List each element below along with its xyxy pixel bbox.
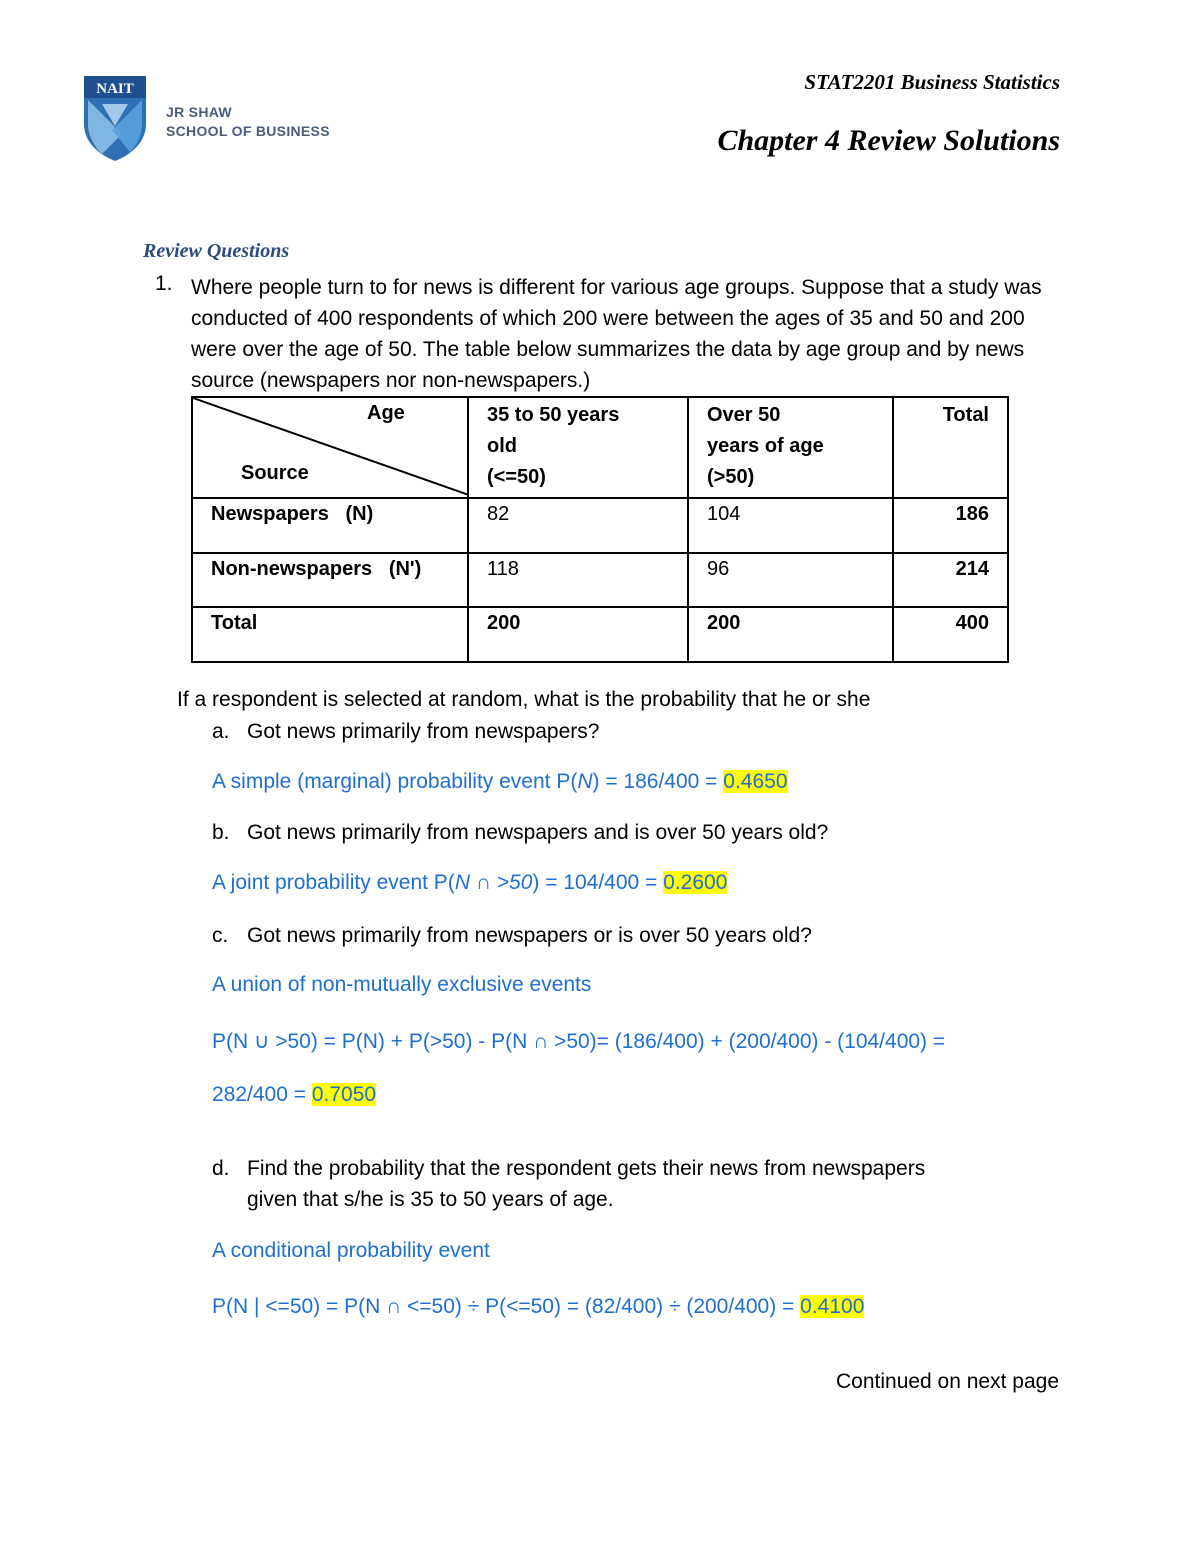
header-col2-line1: Over 50 [707,404,781,426]
header-col2 [688,397,893,498]
contingency-table [191,396,1009,663]
corner-cell [192,397,468,498]
section-title: Review Questions [143,240,290,262]
part-b-answer-mid: ) = 104/400 = [532,871,664,894]
header-total: Total [893,397,1008,498]
prompt-text: If a respondent is selected at random, what is the probability that he or she [177,688,871,711]
svg-text:NAIT: NAIT [96,81,134,97]
part-c-answer-line3-pre: 282/400 = [212,1083,312,1106]
course-title: STAT2201 Business Statistics [804,70,1060,94]
part-d-answer-line2-text: P(N | <=50) = P(N ∩ <=50) ÷ P(<=50) = (82/400) ÷ (200/400) = [212,1295,801,1318]
part-a-letter: a. [212,720,230,743]
part-b-letter: b. [212,821,230,844]
part-a-answer-var: N [577,770,593,793]
part-b-answer [212,871,727,895]
part-b-result: 0.2600 [663,871,728,894]
corner-age-label: Age [367,402,405,424]
part-c-letter: c. [212,924,229,947]
part-a-question: Got news primarily from newspapers? [247,720,600,743]
table-row [192,553,1008,607]
row-label: Newspapers (N) [192,498,468,553]
part-d-answer-line1: A conditional probability event [212,1239,490,1262]
school-name [166,103,330,141]
row-total: 400 [893,607,1008,662]
question-text: Where people turn to for news is different for various age groups. Suppose that a study was conducted of 400 respondents of which 200 were between the ages of 35 and 50 and 200 were over the age of 50. The table below summarizes the data by age group and by news source (newspapers nor non-newspapers.) [191,276,1042,392]
row-label: Total [192,607,468,662]
shield-icon [82,74,148,162]
part-c-question: Got news primarily from newspapers or is over 50 years old? [247,924,812,947]
part-d-result: 0.4100 [800,1295,865,1318]
table-cell: 104 [688,498,893,553]
part-b-answer-pre: A joint probability event P( [212,871,455,894]
table-cell: 118 [468,553,688,607]
header-col2-line2: years of age [707,435,824,457]
part-d-question-line2: given that s/he is 35 to 50 years of age. [247,1188,614,1211]
chapter-title: Chapter 4 Review Solutions [717,124,1060,157]
part-c-result: 0.7050 [311,1083,377,1106]
header-col1-line3: (<=50) [487,466,546,488]
table-cell: 82 [468,498,688,553]
header-col2-line3: (>50) [707,466,755,488]
part-c-answer-line3 [212,1083,376,1107]
part-b-answer-var2: >50 [496,871,533,894]
school-name-line2: SCHOOL OF BUSINESS [166,123,330,139]
table-row [192,498,1008,553]
part-d-letter: d. [212,1157,230,1180]
school-name-line1: JR SHAW [166,104,232,120]
table-cell: 200 [468,607,688,662]
header-col1-line1: 35 to 50 years [487,404,620,426]
row-label: Non-newspapers (N') [192,553,468,607]
table-row [192,607,1008,662]
table-cell: 200 [688,607,893,662]
corner-source-label: Source [241,462,309,484]
header-col1-line2: old [487,435,517,457]
part-b-answer-var: N [454,871,470,894]
part-b-question: Got news primarily from newspapers and is over 50 years old? [247,821,829,844]
part-a-result: 0.4650 [723,770,788,793]
part-a-answer-mid: ) = 186/400 = [592,770,724,793]
row-total: 186 [893,498,1008,553]
part-d-question-line1: Find the probability that the respondent gets their news from newspapers [247,1157,926,1180]
part-a-answer [212,770,788,794]
part-d-answer-line2 [212,1295,864,1319]
diagonal-line [193,398,469,495]
part-a-answer-pre: A simple (marginal) probability event P( [212,770,578,793]
part-b-answer-op: ∩ [469,871,497,894]
nait-logo [82,74,148,162]
part-c-answer-line2: P(N ∪ >50) = P(N) + P(>50) - P(N ∩ >50)= (186/400) + (200/400) - (104/400) = [212,1030,946,1053]
header-col1 [468,397,688,498]
table-cell: 96 [688,553,893,607]
footer-note: Continued on next page [835,1370,1059,1393]
question-number: 1. [155,272,173,295]
row-total: 214 [893,553,1008,607]
part-c-answer-line1: A union of non-mutually exclusive events [212,973,592,996]
